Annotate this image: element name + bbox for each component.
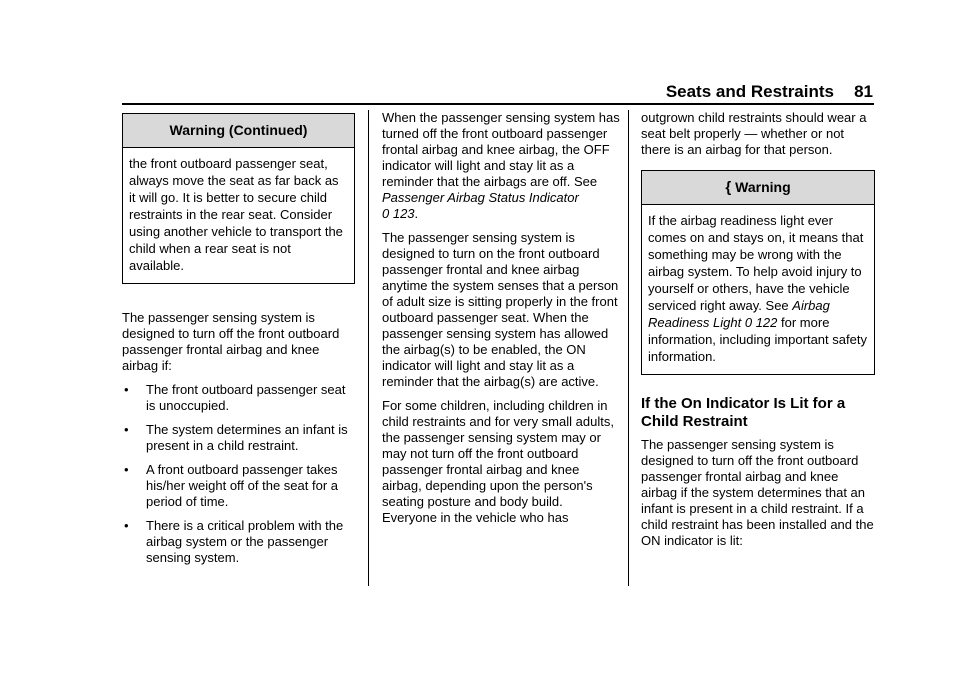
column-3 bbox=[641, 110, 875, 557]
warning-triangle-icon: { bbox=[725, 179, 732, 196]
column-2 bbox=[382, 110, 620, 534]
warning-continued-box bbox=[122, 113, 355, 284]
bullet-mark: • bbox=[124, 462, 129, 477]
bullet-text: The front outboard passenger seat is unoccupied. bbox=[146, 382, 346, 413]
header-rule bbox=[122, 103, 874, 105]
bullet-mark: • bbox=[124, 422, 129, 437]
column-divider-2 bbox=[628, 110, 629, 586]
warning-body bbox=[642, 205, 874, 374]
bullet-text: A front outboard passenger takes his/her weight off of the seat for a period of time. bbox=[146, 462, 338, 509]
paragraph-text: When the passenger sensing system has turned off the front outboard passenger frontal airbag and knee airbag, the OFF indicator will light and stay lit as a reminder that the airbags are off. See bbox=[382, 110, 620, 189]
column-divider-1 bbox=[368, 110, 369, 586]
warning-continued-title: Warning (Continued) bbox=[123, 114, 354, 148]
on-indicator-paragraph: The passenger sensing system is designed to turn on the front outboard passenger frontal and knee airbag anytime the system senses that a person of adult size is sitting properly in the front outboard passenger seat. When the passenger sensing system has allowed the airbag(s) to be enabled, the ON indicator will light and stay lit as a reminder that the airbag(s) are active. bbox=[382, 230, 619, 389]
seatbelt-paragraph: outgrown child restraints should wear a seat belt properly — whether or not there is an airbag for that person. bbox=[641, 110, 867, 157]
bullet-mark: • bbox=[124, 518, 129, 533]
child-restraint-paragraph: The passenger sensing system is designed to turn off the front outboard passenger frontal airbag and knee airbag if the system determines that an infant is present in a child restraint. If a child restraint has been installed and the ON indicator is lit: bbox=[641, 437, 874, 548]
section-title: Seats and Restraints bbox=[665, 82, 834, 101]
off-indicator-paragraph bbox=[382, 110, 620, 222]
warning-continued-body: the front outboard passenger seat, always move the seat as far back as it will go. It is better to secure child restraints in the rear seat. Consider using another vehicle to transport the child when a rear seat is not available. bbox=[129, 156, 343, 273]
section-heading: If the On Indicator Is Lit for a Child Restraint bbox=[641, 395, 846, 430]
page-number: 81 bbox=[854, 82, 873, 101]
warning-header bbox=[642, 171, 874, 205]
warning-text: If the airbag readiness light ever comes on and stays on, it means that something may be wrong with the airbag system. To help avoid injury to yourself or others, have the vehicle serviced right away. See bbox=[648, 213, 864, 313]
children-paragraph: For some children, including children in child restraints and for very small adults, the passenger sensing system may or may not turn off the front outboard passenger frontal airbag and knee airbag, depending upon the person's seating posture and body build. Everyone in the vehicle who has bbox=[382, 398, 614, 525]
warning-box bbox=[641, 170, 875, 375]
bullet-text: There is a critical problem with the airbag system or the passenger sensing system. bbox=[146, 518, 344, 565]
bullet-item bbox=[122, 518, 355, 566]
bullet-text: The system determines an infant is present in a child restraint. bbox=[146, 422, 348, 453]
warning-title: Warning bbox=[735, 179, 791, 195]
page-reference[interactable]: 0 123 bbox=[382, 206, 415, 221]
warning-end-text: for more information, including important safety information. bbox=[648, 315, 867, 364]
sentence-end: . bbox=[414, 206, 419, 221]
bullet-item bbox=[122, 382, 355, 414]
bullet-item bbox=[122, 422, 355, 454]
bullet-item bbox=[122, 462, 355, 510]
cross-reference-link[interactable]: Passenger Airbag Status Indicator bbox=[382, 190, 579, 205]
intro-paragraph: The passenger sensing system is designed to turn off the front outboard passenger frontal airbag and knee airbag if: bbox=[122, 310, 340, 373]
column-1 bbox=[122, 113, 355, 574]
bullet-mark: • bbox=[124, 382, 129, 397]
airbag-readiness-link[interactable]: Airbag Readiness Light bbox=[648, 298, 830, 330]
page-reference[interactable]: 0 122 bbox=[744, 315, 778, 330]
